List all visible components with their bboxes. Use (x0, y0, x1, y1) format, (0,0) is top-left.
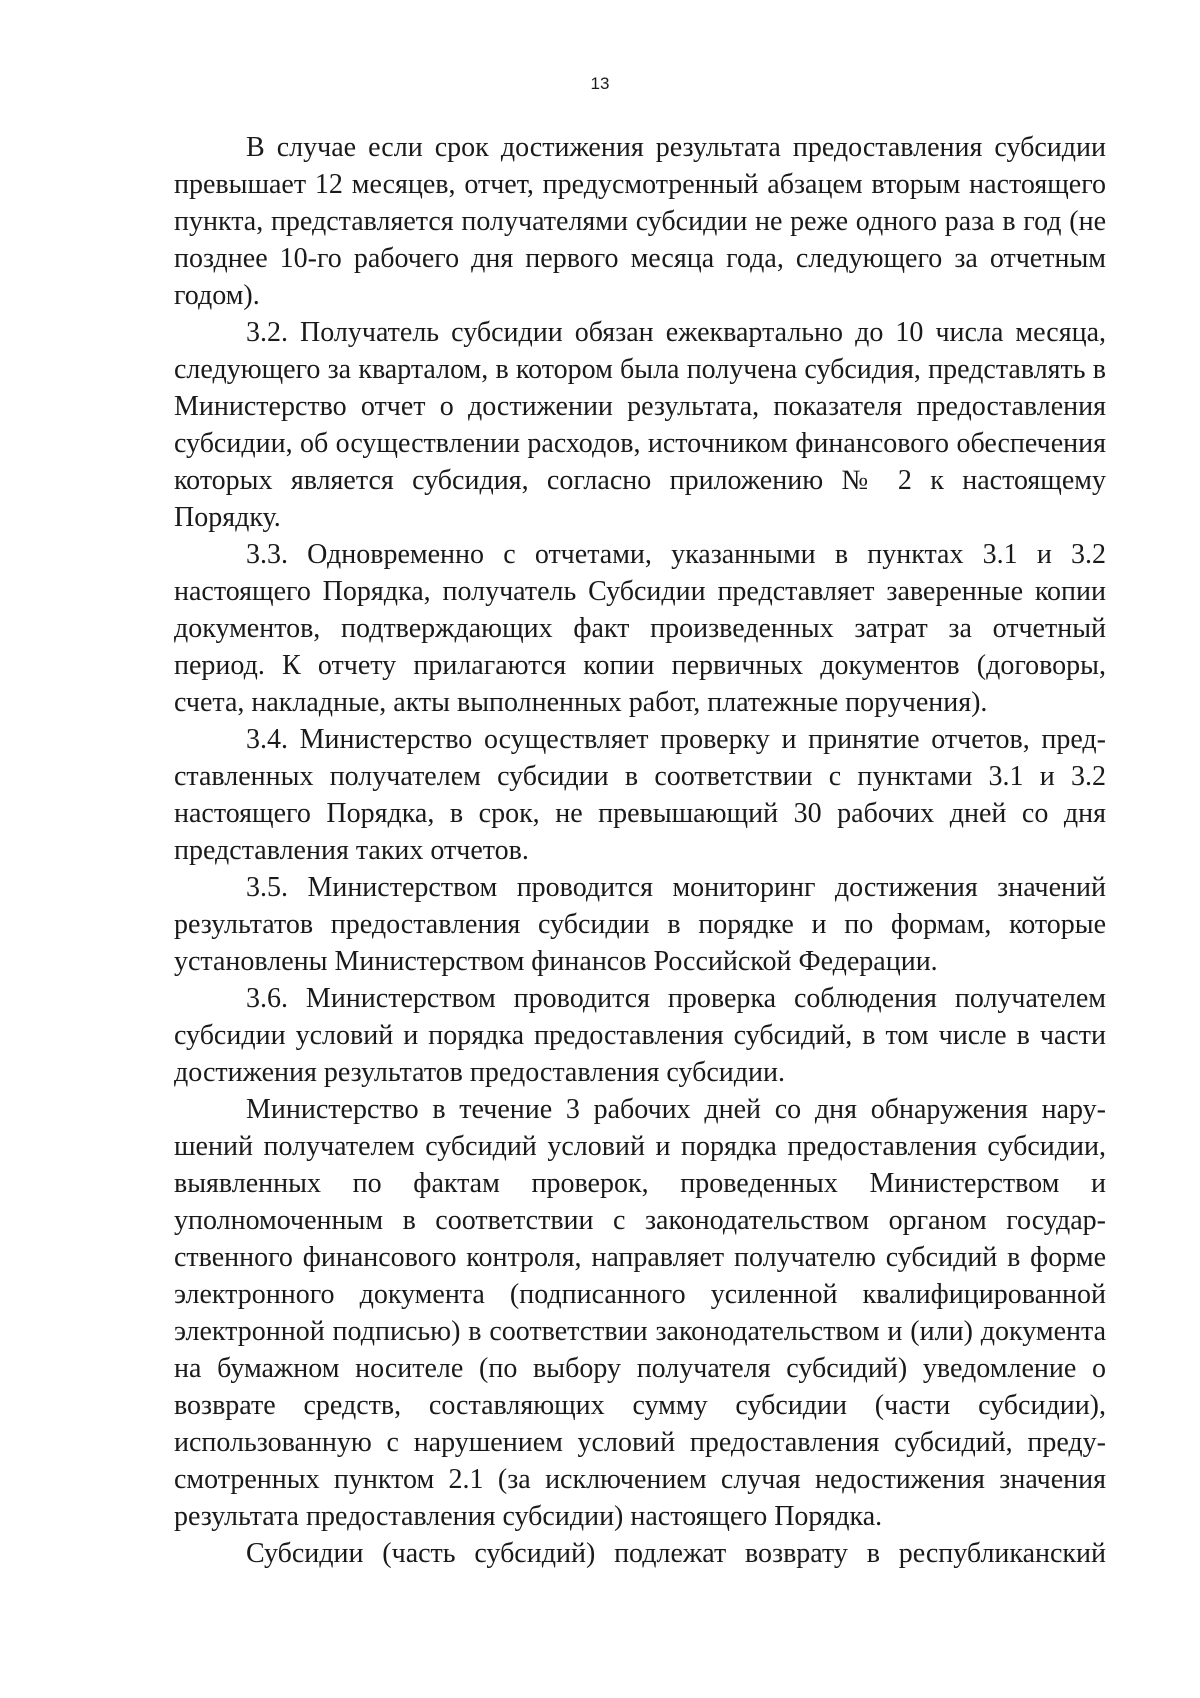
page-number: 13 (590, 74, 610, 93)
document-body (174, 129, 1106, 1572)
paragraph-3-6: 3.6. Министерством проводится проверка соблюдения получателем субсидии условий и порядка предоставления субсидий, в том числе в части достижения результатов предоставления субсидии. (174, 983, 1106, 1088)
paragraph-3-3: 3.3. Одновременно с отчетами, указанными в пунктах 3.1 и 3.2 настоящего Порядка, получатель Субсидии представляет заверенные копии документов, подтверждающих факт произведенных затрат за отчетный период. К отчету прилагаются копии первичных документов (договоры, счета, накладные, акты выполненных работ, платежные поручения). (174, 539, 1106, 718)
paragraph-report-deadline: В случае если срок достижения результата предоставления субсидии превышает 12 месяцев, отчет, предусмотренный абзацем вторым настоящего пункта, представляется получателями субсидии не реже одного раза в год (не позднее 10-го рабочего дня первого месяца года, следующего за отчетным годом). (174, 132, 1106, 311)
paragraph-subsidy-return: Субсидии (часть субсидий) подлежат возврату в республиканский (246, 1538, 1106, 1569)
paragraph-3-4: 3.4. Министерство осуществляет проверку и принятие отчетов, представленных получателем субсидии в соответствии с пунктами 3.1 и 3.2 настоящего Порядка, в срок, не превышающий 30 рабочих дней со дня представления таких отчетов. (174, 724, 1106, 866)
paragraph-3-5: 3.5. Министерством проводится мониторинг достижения значений результатов предоставления субсидии в порядке и по формам, которые установлены Министерством финансов Российской Федерации. (174, 872, 1106, 977)
paragraph-3-2: 3.2. Получатель субсидии обязан ежеквартально до 10 числа месяца, следующего за кварталом, в котором была получена субсидия, представлять в Министерство отчет о достижении результата, показателя предоставления субсидии, об осуществлении расходов, источником финансового обеспечения которых является субсидия, согласно приложению № 2 к настоящему Порядку. (174, 317, 1106, 533)
paragraph-violation-notice: Министерство в течение 3 рабочих дней со дня обнаружения нарушений получателем субсидий условий и порядка предоставления субсидии, выявленных по фактам проверок, проведенных Министерством и уполномоченным в соответствии с законодательством органом государственного финансового контроля, направляет получателю субсидий в форме электронного документа (подписанного усиленной квалифицированной электронной подписью) в соответствии законодательством и (или) документа на бумажном носителе (по выбору получателя субсидий) уведомление о возврате средств, составляющих сумму субсидии (части субсидии), использованную с нарушением условий предоставления субсидий, предусмотренных пунктом 2.1 (за исключением случая недостижения значения результата предоставления субсидии) настоящего Порядка. (174, 1094, 1106, 1532)
